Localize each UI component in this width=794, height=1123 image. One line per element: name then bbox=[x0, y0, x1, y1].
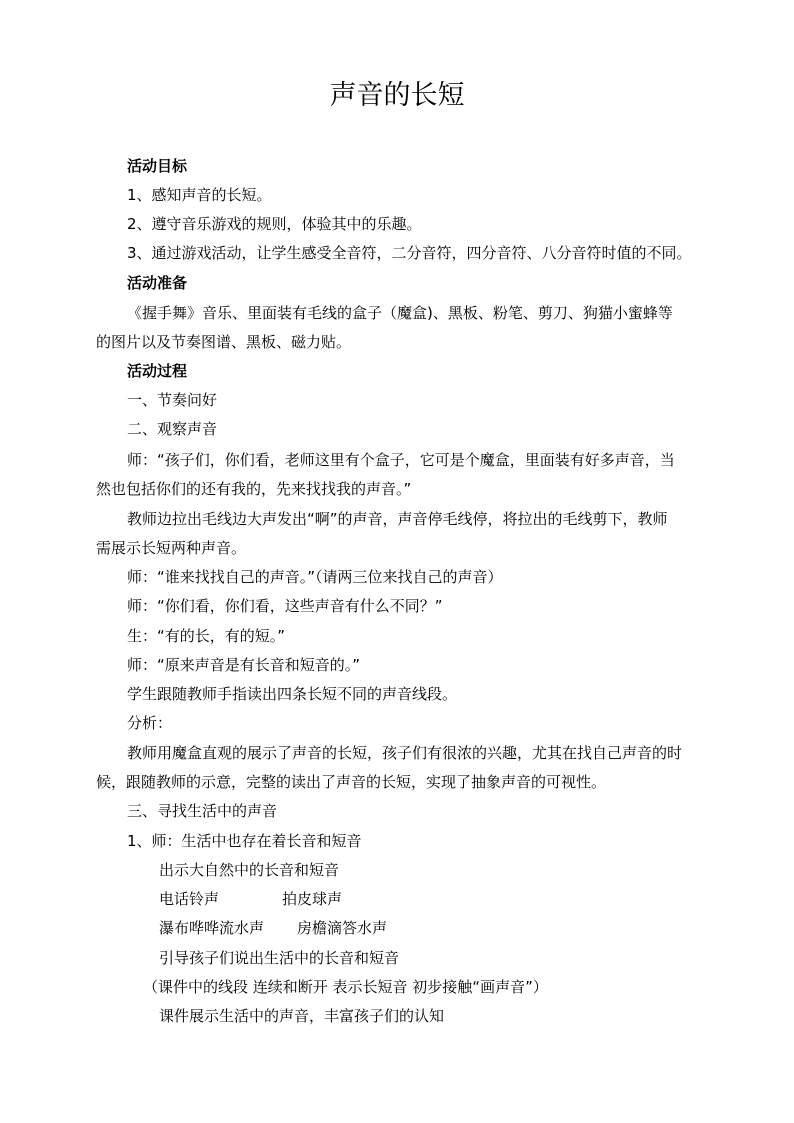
process-heading: 活动过程 bbox=[127, 362, 188, 380]
prep-line-2: 的图片以及节奏图谱、黑板、磁力贴。 bbox=[96, 333, 352, 351]
prep-line-1: 《握手舞》音乐、里面装有毛线的盒子（魔盒)、黑板、粉笔、剪刀、狗猫小蜜蜂等 bbox=[127, 304, 673, 322]
goal-3: 3、通过游戏活动，让学生感受全音符，二分音符，四分音符、八分音符时值的不同。 bbox=[127, 244, 692, 262]
step-1: 一、节奏问好 bbox=[127, 391, 218, 409]
goal-1: 1、感知声音的长短。 bbox=[127, 186, 272, 204]
para-2-line-1: 教师边拉出毛线边大声发出“啊”的声音，声音停毛线停，将拉出的毛线剪下，教师 bbox=[127, 510, 668, 528]
prep-heading: 活动准备 bbox=[127, 274, 188, 292]
goal-2: 2、遵守音乐游戏的规则，体验其中的乐趣。 bbox=[127, 215, 422, 233]
step-3: 三、寻找生活中的声音 bbox=[127, 802, 278, 820]
dialog-3: 生：“有的长，有的短。” bbox=[127, 627, 286, 645]
para-2-line-2: 需展示长短两种声音。 bbox=[96, 539, 247, 557]
sound-phone: 电话铃声 bbox=[159, 890, 220, 908]
goal-heading: 活动目标 bbox=[127, 157, 188, 175]
guide: 引导孩子们说出生活中的长音和短音 bbox=[159, 949, 400, 967]
analysis-label: 分析： bbox=[127, 714, 173, 732]
sound-eaves: 房檐滴答水声 bbox=[297, 919, 388, 937]
dialog-5: 学生跟随教师手指读出四条长短不同的声音线段。 bbox=[127, 685, 458, 703]
courseware-note: （课件中的线段 连续和断开 表示长短音 初步接触“画声音”） bbox=[143, 978, 548, 996]
sound-ball: 拍皮球声 bbox=[282, 890, 343, 908]
dialog-1: 师：“谁来找找自己的声音。”（请两三位来找自己的声音） bbox=[127, 568, 503, 586]
para-1-line-2: 然也包括你们的还有我的，先来找找我的声音。” bbox=[96, 480, 412, 498]
sub-1: 1、师：生活中也存在着长音和短音 bbox=[127, 832, 362, 850]
para-1-line-1: 师：“孩子们，你们看，老师这里有个盒子，它可是个魔盒，里面装有好多声音，当 bbox=[127, 451, 675, 469]
dialog-4: 师：“原来声音是有长音和短音的。” bbox=[127, 656, 361, 674]
dialog-2: 师：“你们看，你们看，这些声音有什么不同？” bbox=[127, 597, 443, 615]
document-title: 声音的长短 bbox=[329, 80, 465, 111]
show-nature: 出示大自然中的长音和短音 bbox=[159, 861, 340, 879]
courseware-show: 课件展示生活中的声音，丰富孩子们的认知 bbox=[159, 1007, 445, 1025]
analysis-line-1: 教师用魔盒直观的展示了声音的长短，孩子们有很浓的兴趣，尤其在找自己声音的时 bbox=[127, 744, 683, 762]
step-2: 二、观察声音 bbox=[127, 420, 218, 438]
analysis-line-2: 候，跟随教师的示意，完整的读出了声音的长短，实现了抽象声音的可视性。 bbox=[96, 773, 607, 791]
sound-waterfall: 瀑布哗哗流水声 bbox=[159, 919, 265, 937]
